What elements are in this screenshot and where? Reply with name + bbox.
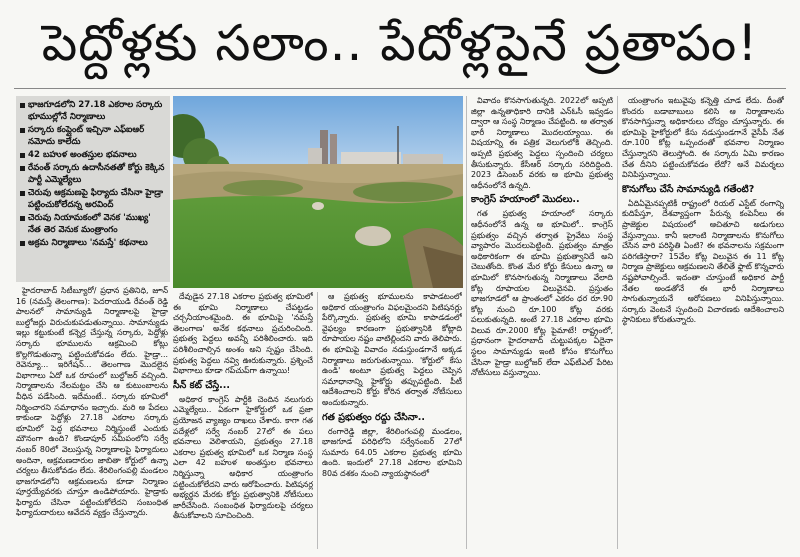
summary-item: రేవంత్ సర్కారు ఉదాసీనతతో కోర్టు కెక్కిన పార్టీ ఎమ్మెల్యేలు [20, 162, 166, 186]
article-column-3 [322, 292, 462, 550]
article-paragraph: ఆ ప్రభుత్వ భూములను కాపాడటంలో అధికార యంత్రాంగం విఫలమైందని పిటిషనర్లు పేర్కొన్నారు. ప్రభుత్వ భూమి కాపాడడంలో వైఫల్యం కారణంగా ప్రభుత్వానికి కోట్లాది రూపాయల నష్టం వాటిల్లిందని వారు తెలిపారు. ఈ భూమిపై వివాదం నడుస్తుండగానే అక్కడ నిర్మాణాలు జరుగుతున్నాయి. 'కోర్టులో కేసు ఉండి' అంటూ ప్రభుత్వ పెద్దలు చెప్పిన సమాధానాన్ని హైకోర్టు తప్పుపట్టింది. పీటీ ఆదేశించాలని కోర్టు కోరిన తర్వాత నోటీసులు అందుకున్నారు. [322, 292, 462, 407]
article-paragraph: ఏదిఏమైనప్పటికీ రాష్ట్రంలో రియల్ ఎస్టేట్ రంగాన్ని కుదిపేస్తూ, దేశవ్యాప్తంగా పేరున్న కంపెనీలు ఈ ప్రాజెక్టుల విషయంలో ఆచితూచి అడుగులు వేస్తున్నాయి. కానీ ఇలాంటి నిర్మాణాలను కొనుగోలు చేసిన వారి పరిస్థితి ఏంటి? ఈ భవనాలను సక్రమంగా పరిగణిస్తారా? 15వేల కోట్ల విలువైన ఈ 11 కోట్ల నిర్మాణ ప్రాజెక్టులు ఆక్రమణలని తేలితే ఫ్లాట్ కొన్నవారు నష్టపోవాల్సిందే. ఇదంతా చూస్తుంటే అధికార పార్టీ నేతల అండతోనే ఈ భారీ నిర్మాణాలు సాగుతున్నాయనే ఆరోపణలు వినిపిస్తున్నాయి. సర్కారు వెంటనే స్పందించి విచారణకు ఆదేశించాలని స్థానికులు కోరుతున్నారు. [622, 198, 784, 325]
bullet-icon [20, 216, 25, 221]
bullet-icon [20, 166, 25, 171]
summary-item: చెరువు నియామకంలో వెనక 'ముఖ్య' నేత తెర వెనుక మంత్రాంగం [20, 212, 166, 236]
summary-item: 42 బహుళ అంతస్తుల భవనాలు [20, 149, 166, 161]
summary-box [16, 96, 170, 282]
headline: పెద్దోళ్లకు సలాం.. పేదోళ్లపైనే ప్రతాపం! [41, 14, 759, 72]
column-divider [317, 292, 318, 549]
section-subheading: గత ప్రభుత్వం రద్దు చేసినా.. [322, 411, 425, 423]
bullet-icon [20, 128, 25, 133]
bullet-icon [20, 153, 25, 158]
article-paragraph: రంగారెడ్డి జిల్లా, శేరిలింగంపల్లి మండలం, భాజగూడ పరిధిలోని సర్వేనంబర్ 27లో సుమారు 64.05 ఎకరాల ప్రభుత్వ భూమి ఉంది. ఇందులో 27.18 ఎకరాల భూమిని 80వ దశకం నుంచి న్యాయస్థానంలో [322, 426, 462, 478]
article-paragraph: వివాదం కొనసాగుతున్నది. 2022లో అప్పటి జిల్లా ఉన్నతాధికారి దానికి ఎన్‌ఓసీ ఇవ్వడం ద్వారా ఆ సంస్థ నిర్మాణం చేపట్టింది. ఆ తర్వాత భారీ నిర్మాణాలు మొదలయ్యాయి. ఈ విషయాన్ని ఈ పత్రిక వెలుగులోకి తెచ్చింది. అప్పటి ప్రభుత్వ పెద్దలు స్పందించి చర్యలు తీసుకున్నారు. కేసీఆర్ సర్కారు సరిదిద్దింది. 2023 డిసెంబర్ వరకు ఆ భూమి ప్రభుత్వ ఆధీనంలోనే ఉన్నది. [471, 96, 613, 190]
bullet-icon [20, 191, 25, 196]
bullet-icon [20, 103, 25, 108]
section-subheading: కొనుగోలు చేసే సామాన్యుడి గతేంటి? [622, 183, 755, 195]
summary-item: అక్రమ నిర్మాణాలు 'నమస్తే' కథనాలు [20, 237, 166, 249]
article-paragraph: యంత్రాంగం ఇటువైపు కన్నెత్తి చూడ లేదు. దీంతో కొందరు బడాబాబులు కలిసి ఆ నిర్మాణాలను కొనసాగిస్తున్నా అధికారులు చోద్యం చూస్తున్నారు. ఈ భూమిపై హైకోర్టులో కేసు నడుస్తుండగానే వైసీపీ నేత రూ.100 కోట్ల ఒప్పందంతో భవనాల నిర్మాణం చేస్తున్నారని తెలుస్తోంది. ఈ సర్కారు ఏమి కారణం చేత దీనిని పట్టించుకోవడం లేదో? అనే విమర్శలు వినిపిస్తున్నాయి. [622, 96, 784, 180]
section-subheading: సీన్ కట్ చేస్తే... [173, 379, 230, 391]
summary-item: సర్కారు కంప్లైంట్ ఇచ్చినా ఎఫ్ఐఆర్ నమోదు కాలేదు [20, 124, 166, 148]
article-paragraph: దేవుడైన 27.18 ఎకరాల ప్రభుత్వ భూమిలో ఈ భూమి నిర్మాణాలు చేపట్టడం చర్చనీయాంశమైంది. ఈ భూమిపై 'నమస్తే తెలంగాణ' అనేక కథనాలు ప్రచురించింది. ప్రభుత్వ పెద్దలు అవన్నీ పరిశీలించారు. ఇది పరిశీలించాల్సిన అంశం అని స్పష్టం చేసింది. ప్రభుత్వ పెద్దలు నవ్వి ఊరుకున్నారు. ప్రశ్నించే విభాగాలు కూడా గప్‌చుప్‌గా ఉన్నాయి! [173, 292, 313, 376]
article-paragraph: అధికార కాంగ్రెస్ పార్టీకి చెందిన నలుగురు ఎమ్మెల్యేలు.. ఏకంగా హైకోర్టులో ఒక ప్రజా ప్రయోజన వ్యాజ్యం దాఖలు చేశారు. కాగా గత పదేళ్లలో సర్వే నంబర్ 27లో ఈ పలు భవనాలు వెలిశాయని, ప్రభుత్వం 27.18 ఎకరాల ప్రభుత్వ భూమిలో ఒక నిర్మాణ సంస్థ ఎలా 42 బహుళ అంతస్తుల భవనాలు నిర్మిస్తున్నా అధికార యంత్రాంగం పట్టించుకోలేదని వారు ఆరోపించారు. పిటిషనర్ల అభ్యర్థన మేరకు కోర్టు ప్రభుత్వానికి నోటీసులు జారీచేసింది. సంబంధిత ఫిర్యాదులపై చర్యలు తీసుకోవాలని సూచించింది. [173, 394, 313, 521]
article-paragraph: హైదరాబాద్ సిటీబ్యూరో/ ప్రధాన ప్రతినిధి, జూన్ 16 (నమస్తే తెలంగాణ): పెదరాయుడి రేవంత్ రెడ్డి పాలనలో సామాన్యుడి నిర్మాణాలపై హైడ్రా బుల్డోజర్లు విరుచుకుపడుతున్నాయి. సామాన్యుడు ఇల్లు కట్టుకుంటే కన్నెర్ర చేస్తున్న సర్కారు, పెద్దోళ్లు సర్కారు భూములను ఆక్రమించి కోట్లు కొల్లగొడుతున్నా పట్టించుకోవడం లేదు. హైడ్రా... రెవెన్యూ... ఇరిగేషన్... తెలంగాణ మొదలైన విభాగాలు ఏదో ఒక రూపంలో బుల్డోజర్ వచ్చింది. నిర్మాణాలను నేలమట్టం చేసి ఆ కుటుంబాలను వీధిన పడేసింది. ఇదేమంటే.. సర్కారు భూమిలో నిర్మించారని సమాధానం ఇచ్చారు. మరి ఆ పేదలు కాకుండా పెద్దోళ్లు 27.18 ఎకరాల సర్కారు భూమిలో పెద్ద భవనాలు నిర్మిస్తుంటే ఎందుకు మౌనంగా ఉంది? కొండాపూర్ సమీపంలోని సర్వే నంబర్ 80లో వెలుస్తున్న నిర్మాణాలపై ఫిర్యాదులు అందినా, ఆక్రమణదారుల జాబితా కోర్టులో ఉన్నా చర్యలు తీసుకోవడం లేదు. శేరిలింగంపల్లి మండలం భాజగూడలోని ఆక్రమణలను కూడా నిర్మాణం పూర్తయ్యేవరకు చూస్తూ ఉండిపోయారు. హైడ్రాకు ఫిర్యాదు చేసినా పట్టించుకోలేదని సంబంధిత ఫిర్యాదుదారులు ఆవేదన వ్యక్తం చేస్తున్నారు. [16, 286, 168, 518]
article-column-5 [622, 96, 784, 550]
article-paragraph: గత ప్రభుత్వ హయాంలో సర్కారు ఆధీనంలోనే ఉన్న ఆ భూమిలో.. కాంగ్రెస్ ప్రభుత్వం వచ్చిన తర్వాత ప్రైవేటు సంస్థ వ్యాపారం మొదలుపెట్టింది. ప్రభుత్వం మాత్రం అధికారికంగా ఈ భూమి ప్రభుత్వానిదే అని చెబుతోంది. కొంత మేర కోర్టు కేసులు ఉన్నా ఆ భూమిలో కొనసాగుతున్న నిర్మాణాలు వేలాది కోట్ల రూపాయల విలువైనవి. ప్రస్తుతం భాజగూడలో ఆ ప్రాంతంలో ఎకరం ధర రూ.90 కోట్ల నుంచి రూ.100 కోట్ల వరకు పలుకుతున్నది. అంటే 27.18 ఎకరాల భూమి విలువ రూ.2000 కోట్ల పైమాటే! రాష్ట్రంలో, ప్రధానంగా హైదరాబాద్ చుట్టుపక్కల ఏదైనా స్థలం సామాన్యుడు ఇంటి కోసం కొనుగోలు చేసినా హైడ్రా బుల్డోజర్ లేదా ఎఫ్‌టీఎల్ పేరిట నోటీసులు వస్తున్నాయి. [471, 209, 613, 378]
article-column-1 [16, 286, 168, 550]
section-subheading: కాంగ్రెస్ హయాంలో మొదలు.. [471, 194, 580, 206]
summary-item: చెరువు ఆక్రమణపై ఫిర్యాదు చేసినా హైడ్రా పట్టించుకోలేదన్న అరవింద్ [20, 187, 166, 211]
article-column-2 [173, 292, 313, 550]
bullet-icon [20, 241, 25, 246]
summary-item: భాజగూడలోని 27.18 ఎకరాల సర్కారు భూముల్లోనే నిర్మాణాలు [20, 99, 166, 123]
column-divider [466, 96, 467, 549]
site-photo [173, 96, 463, 288]
headline-rule [14, 88, 786, 89]
column-divider [617, 96, 618, 549]
article-column-4 [471, 96, 613, 550]
